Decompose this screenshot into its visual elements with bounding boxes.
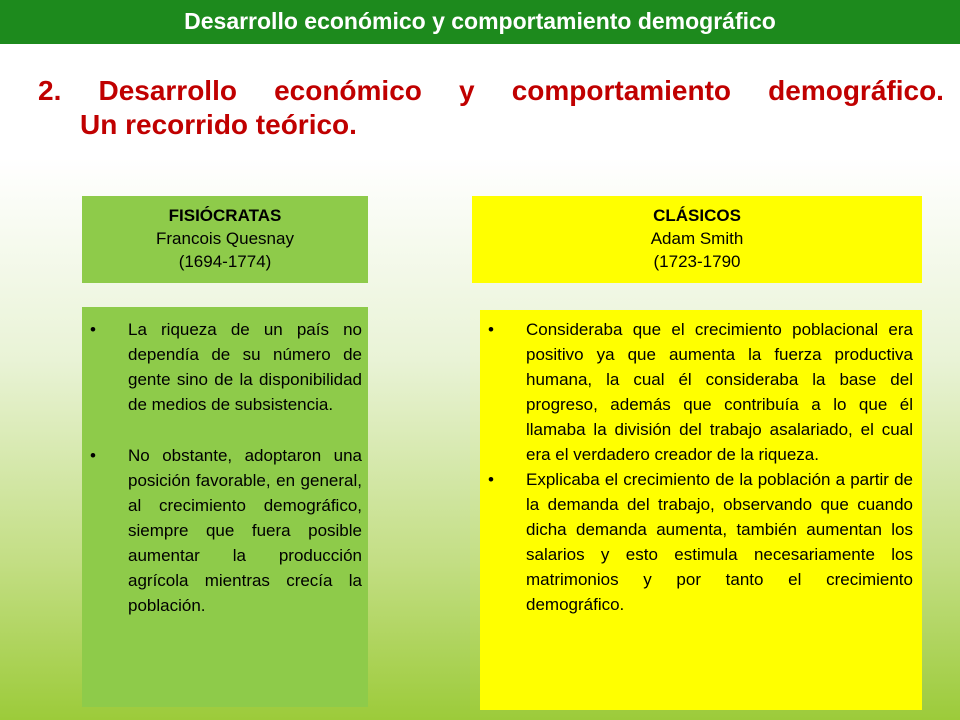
bullet-item: • Explicaba el crecimiento de la población a partir de la demanda del trabajo, observando que cuando dicha demanda aumenta, también aumentan los salarios y esto estimula necesariamente los matrimonios y por tanto el crecimiento demográfico.	[480, 467, 913, 617]
heading-word: y	[459, 75, 475, 106]
author-years: (1694-1774)	[178, 252, 272, 271]
clasicos-content-box	[480, 310, 922, 710]
bullet-item: • La riqueza de un país no dependía de su número de gente sino de la disponibilidad de medios de subsistencia.	[82, 317, 362, 417]
author-name: Adam Smith	[650, 229, 744, 248]
heading-number: 2.	[38, 75, 62, 106]
fisiocratas-header-box	[82, 196, 368, 283]
fisiocratas-content-box	[82, 307, 368, 707]
section-heading	[38, 74, 944, 142]
bullet-list	[480, 317, 913, 617]
author-name: Francois Quesnay	[156, 229, 294, 248]
heading-line-2: Un recorrido teórico.	[80, 109, 357, 140]
author-years: (1723-1790	[653, 252, 741, 271]
heading-word: comportamiento	[511, 75, 732, 106]
clasicos-header-box	[472, 196, 922, 283]
slide-title: Desarrollo económico y comportamiento demográfico	[0, 0, 960, 44]
heading-line-1	[38, 74, 944, 108]
heading-word: Desarrollo	[98, 75, 237, 106]
bullet-list	[82, 317, 362, 618]
school-name: CLÁSICOS	[653, 206, 741, 225]
heading-word: económico	[274, 75, 422, 106]
heading-word: demográfico.	[768, 75, 944, 106]
bullet-item: • No obstante, adoptaron una posición favorable, en general, al crecimiento demográfico, siempre que fuera posible aumentar la producción agrícola mientras crecía la población.	[82, 443, 362, 618]
bullet-item: • Consideraba que el crecimiento poblacional era positivo ya que aumenta la fuerza productiva humana, la cual él consideraba la base del progreso, además que contribuía a lo que él llamaba la división del trabajo asalariado, el cual era el verdadero creador de la riqueza.	[480, 317, 913, 467]
school-name: FISIÓCRATAS	[168, 206, 282, 225]
